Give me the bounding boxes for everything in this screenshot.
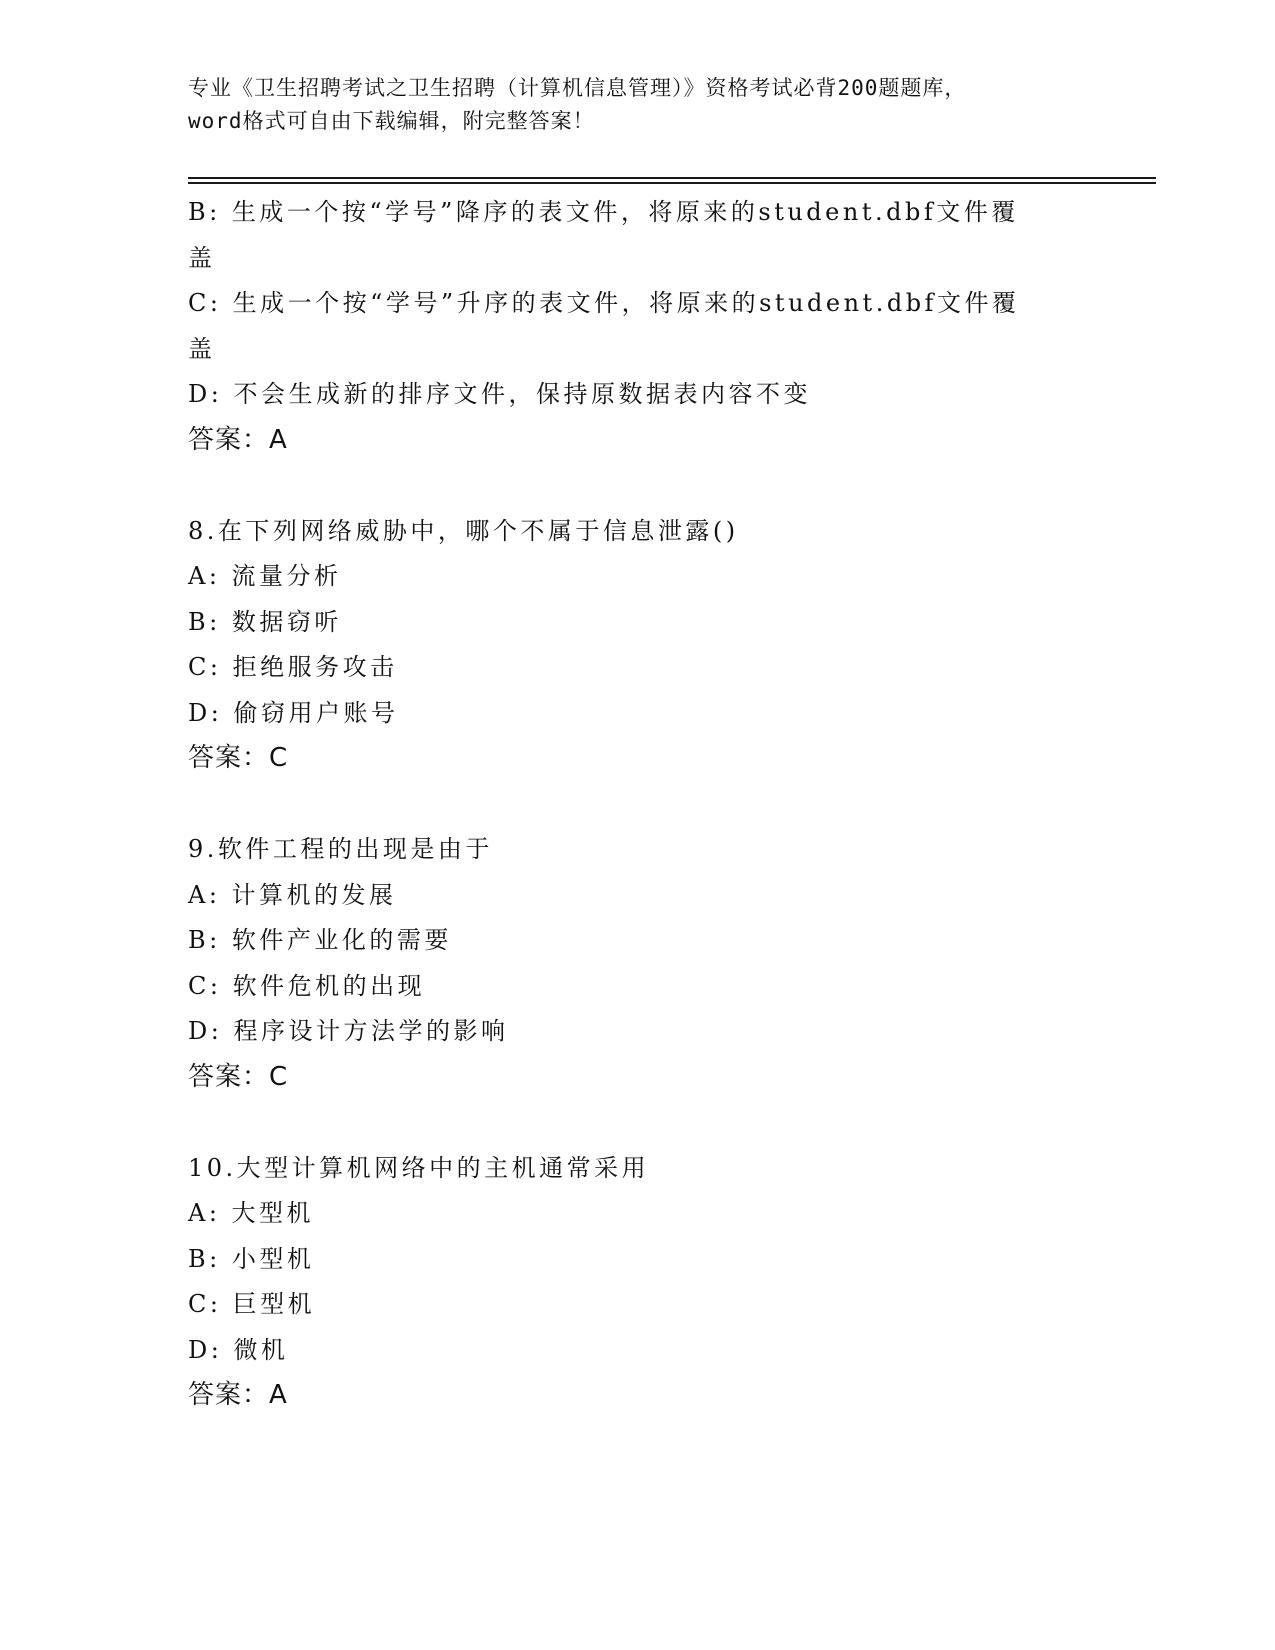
spacer: [188, 463, 1088, 509]
question-list: [188, 190, 1088, 1419]
answer: 答案：C: [188, 743, 289, 773]
option-b-line-2: 盖: [188, 243, 216, 272]
option-d: D: 不会生成新的排序文件，保持原数据表内容不变: [188, 380, 811, 408]
header-divider-top: [188, 177, 1156, 179]
option-b: B: 小型机: [188, 1244, 315, 1273]
question-fragment: [188, 190, 1088, 463]
spacer: [188, 1100, 1088, 1146]
option-b: B: 软件产业化的需要: [188, 926, 452, 954]
option-a: A: 计算机的发展: [188, 880, 397, 909]
document-header: [188, 72, 1088, 138]
answer: 答案：A: [188, 424, 288, 455]
option-c: C: 拒绝服务攻击: [188, 653, 398, 681]
header-divider-bottom: [188, 182, 1156, 184]
header-line-2: word格式可自由下载编辑，附完整答案！: [188, 109, 595, 133]
question-block-8: [188, 509, 1088, 782]
option-a: A: 流量分析: [188, 562, 342, 590]
option-b: B: 数据窃听: [188, 607, 342, 636]
question-text: 9.软件工程的出现是由于: [188, 835, 493, 863]
question-text: 10.大型计算机网络中的主机通常采用: [188, 1153, 650, 1182]
spacer: [188, 782, 1088, 828]
option-c: C: 软件危机的出现: [188, 971, 426, 1000]
option-d: D: 程序设计方法学的影响: [188, 1017, 509, 1045]
option-a: A: 大型机: [188, 1199, 315, 1227]
option-c-line-2: 盖: [188, 334, 216, 363]
answer: 答案：A: [188, 1380, 288, 1410]
question-text: 8.在下列网络威胁中，哪个不属于信息泄露(): [188, 516, 739, 545]
question-block-10: [188, 1146, 1088, 1419]
question-block-9: [188, 827, 1088, 1100]
answer: 答案：C: [188, 1061, 289, 1092]
option-d: D: 微机: [188, 1335, 289, 1364]
option-d: D: 偷窃用户账号: [188, 698, 399, 727]
option-b-line-1: B: 生成一个按“学号”降序的表文件，将原来的student.dbf文件覆: [188, 198, 1019, 226]
option-c: C: 巨型机: [188, 1290, 316, 1318]
header-line-1: 专业《卫生招聘考试之卫生招聘（计算机信息管理）》资格考试必背200题题库，: [188, 76, 967, 100]
option-c-line-1: C: 生成一个按“学号”升序的表文件，将原来的student.dbf文件覆: [188, 289, 1020, 317]
